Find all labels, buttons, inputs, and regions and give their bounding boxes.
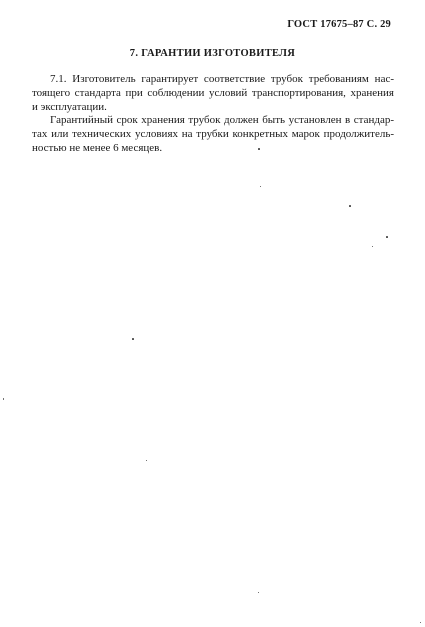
scan-speck [258, 592, 259, 593]
scan-speck [349, 205, 351, 207]
paragraph-2 [32, 113, 394, 156]
paragraph-line: 7.1. Изготовитель гарантирует соответствие трубок требованиям нас- [50, 73, 394, 85]
paragraph-line: Гарантийный срок хранения трубок должен быть установлен в стандар- [50, 114, 394, 126]
scan-speck [260, 186, 261, 187]
scan-speck [386, 236, 388, 238]
scan-speck [372, 246, 373, 247]
paragraph-line: и эксплуатации. [32, 101, 107, 114]
scan-speck [132, 338, 134, 340]
paragraph-line: тах или технических условиях на трубки конкретных марок продолжитель- [32, 128, 394, 141]
paragraph-line: тоящего стандарта при соблюдении условий транспортирования, хранения [32, 87, 394, 100]
scan-speck [146, 460, 147, 461]
scan-speck [3, 398, 4, 400]
paragraph-1 [32, 72, 394, 115]
scan-speck [258, 148, 260, 150]
section-title: 7. ГАРАНТИИ ИЗГОТОВИТЕЛЯ [129, 48, 296, 59]
page-header: ГОСТ 17675–87 С. 29 [287, 19, 391, 30]
scan-speck [420, 622, 421, 623]
paragraph-line: ностью не менее 6 месяцев. [32, 142, 163, 155]
